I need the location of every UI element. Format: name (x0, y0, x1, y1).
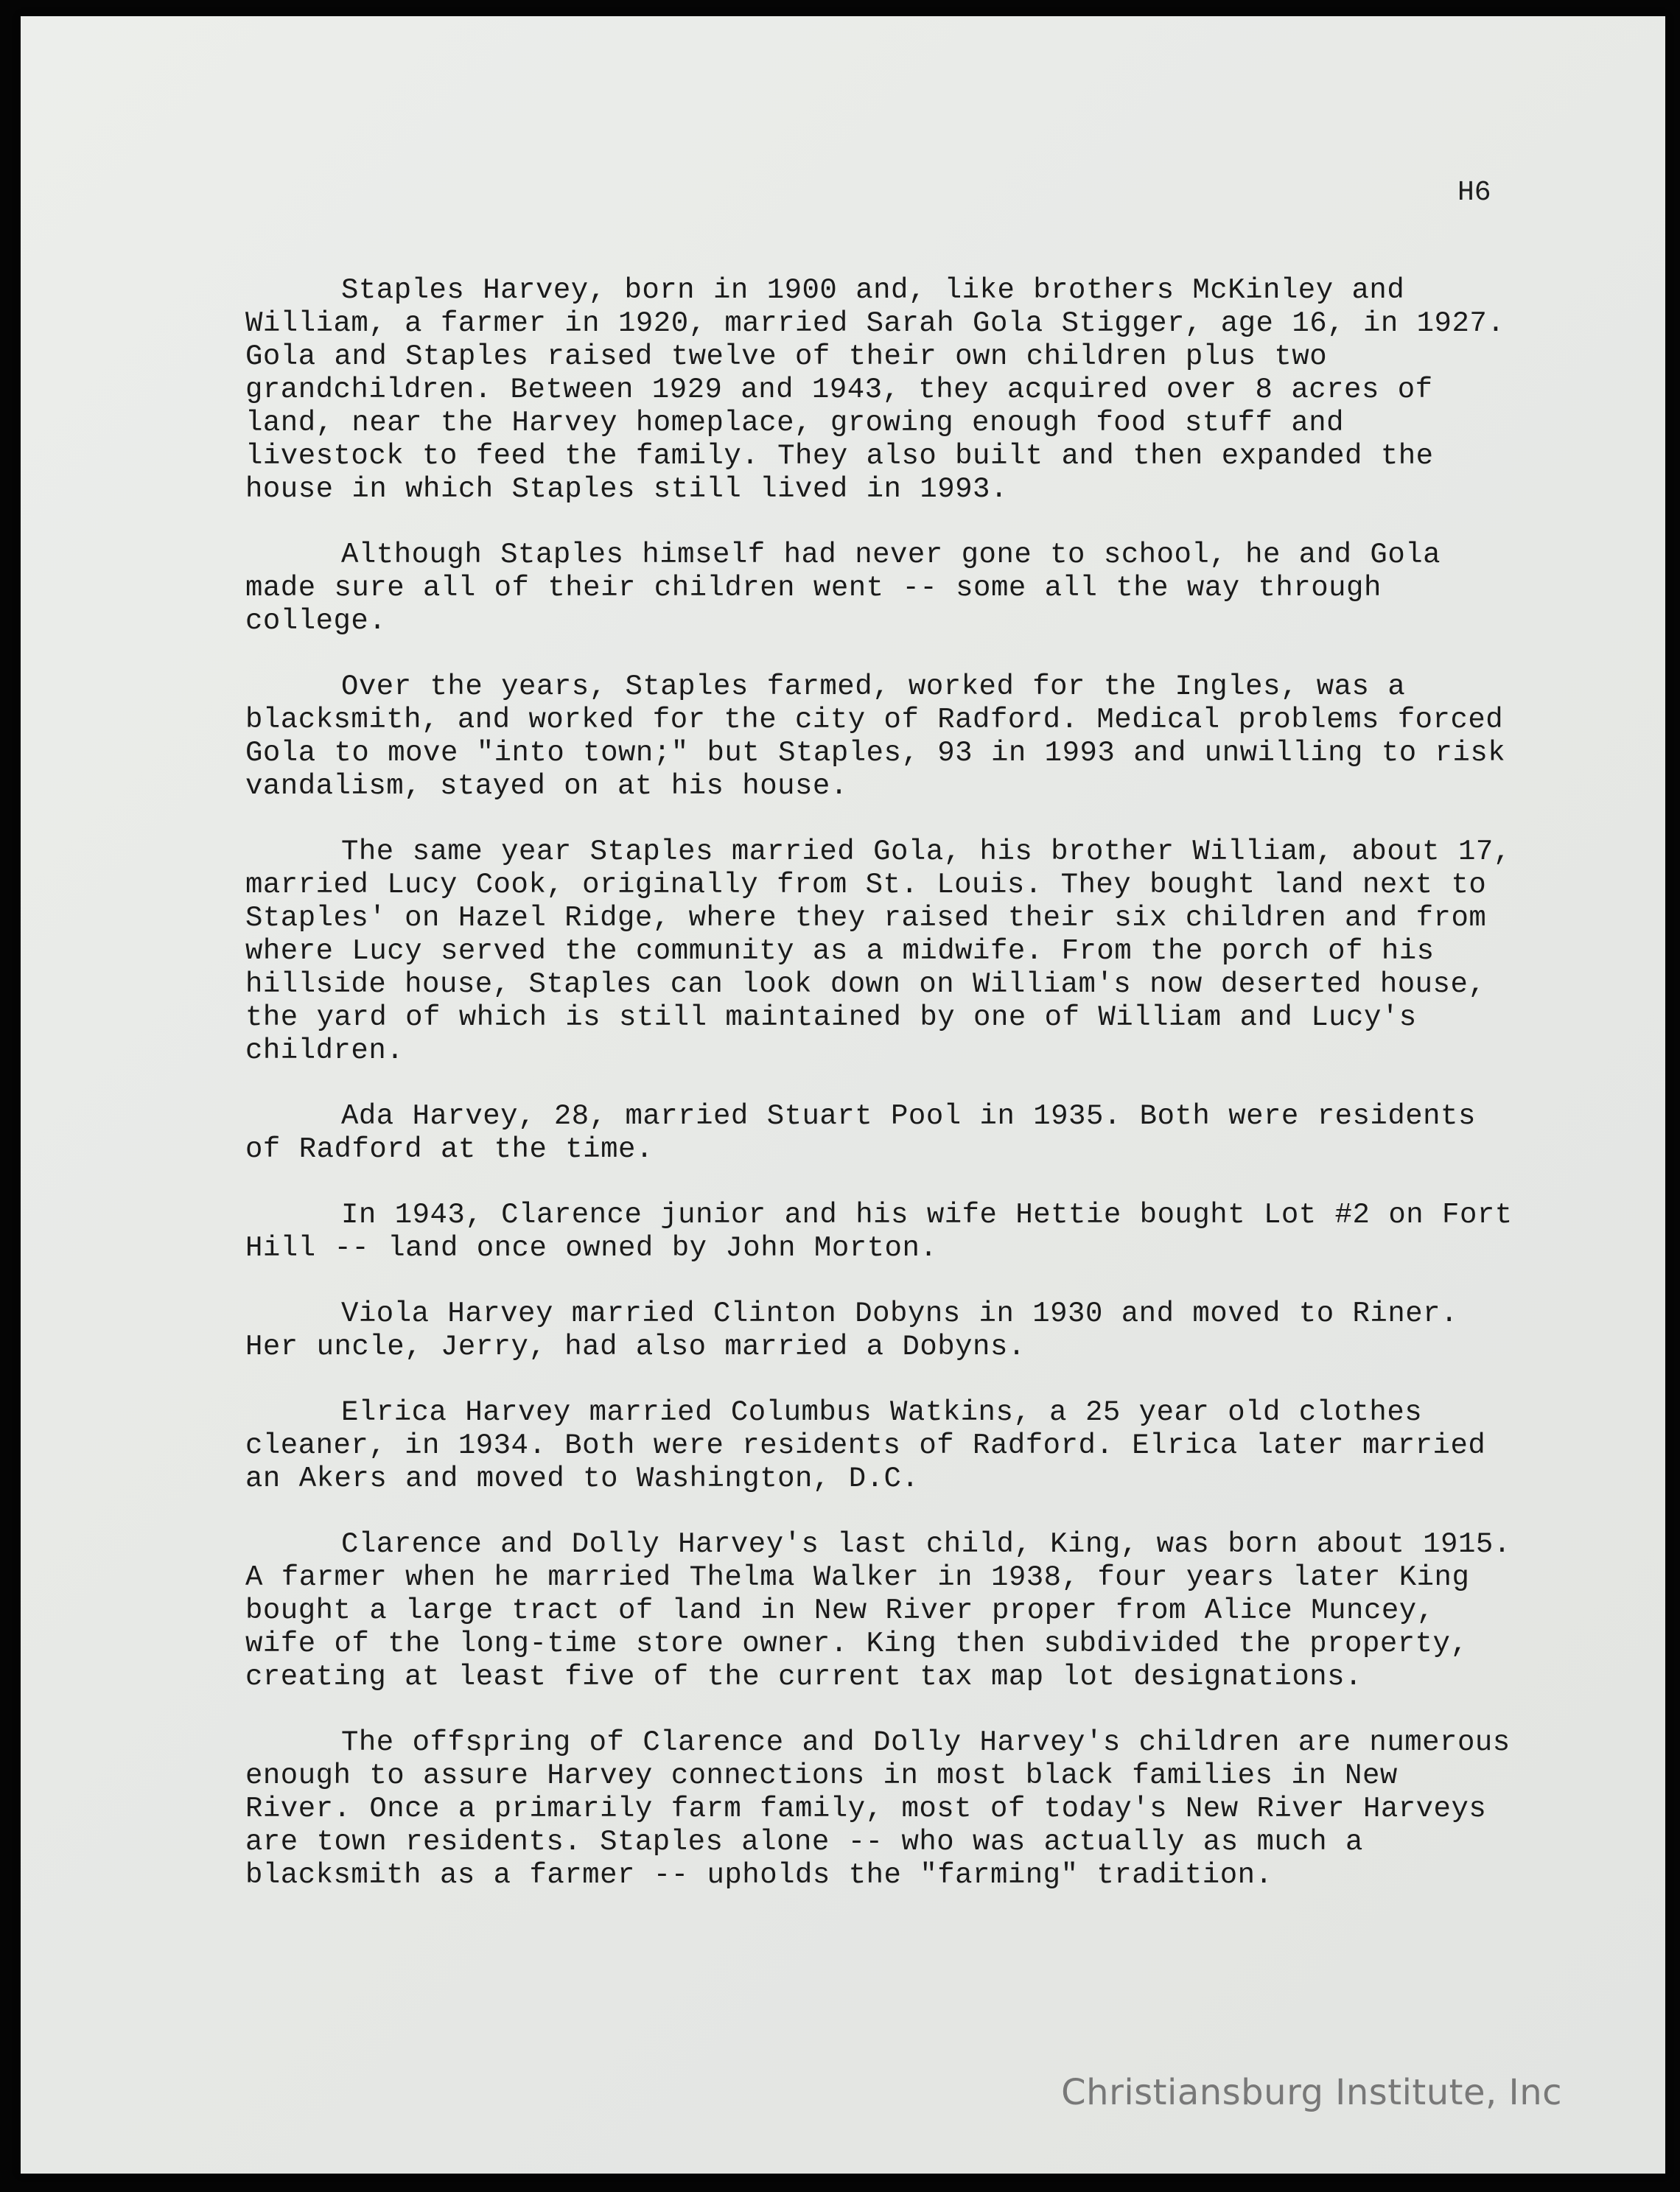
paragraph-offspring: The offspring of Clarence and Dolly Harvey's children are numerous enough to assure Harvey connections in most black families in New River. Once a primarily farm family, most of today's New River Harveys are town residents. Staples alone -- who was actually as much a blacksmith as a farmer -- upholds the "farming" tradition. (245, 1726, 1511, 1891)
paragraph-staples-harvey: Staples Harvey, born in 1900 and, like brothers McKinley and William, a farmer in 1920, married Sarah Gola Stigger, age 16, in 1927. Gola and Staples raised twelve of their own children plus two grandchildren. Between 1929 and 1943, they acquired over 8 acres of land, near the Harvey homeplace, growing enough food stuff and livestock to feed the family. They also built and then expanded the house in which Staples still lived in 1993. (245, 274, 1505, 505)
paragraph-king-harvey: Clarence and Dolly Harvey's last child, King, was born about 1915. A farmer when he married Thelma Walker in 1938, four years later King bought a large tract of land in New River proper from Alice Muncey, wife of the long-time store owner. King then subdivided the property, creating at least five of the current tax map lot designations. (245, 1528, 1511, 1693)
paragraph-clarence-junior: In 1943, Clarence junior and his wife Hettie bought Lot #2 on Fort Hill -- land once owned by John Morton. (245, 1199, 1513, 1264)
paragraph-viola-harvey: Viola Harvey married Clinton Dobyns in 1930 and moved to Riner. Her uncle, Jerry, had also married a Dobyns. (245, 1298, 1458, 1363)
paragraph-william-lucy: The same year Staples married Gola, his brother William, about 17, married Lucy Cook, originally from St. Louis. They bought land next to Staples' on Hazel Ridge, where they raised their six children and from where Lucy served the community as a midwife. From the porch of his hillside house, Staples can look down on William's now deserted house, the yard of which is still maintained by one of William and Lucy's children. (245, 836, 1511, 1067)
document-body (245, 274, 1513, 1925)
page-number: H6 (1457, 177, 1491, 209)
watermark-text: Christiansburg Institute, Inc (1061, 2072, 1562, 2113)
paragraph-elrica-harvey: Elrica Harvey married Columbus Watkins, a 25 year old clothes cleaner, in 1934. Both were residents of Radford. Elrica later married an Akers and moved to Washington, D.C. (245, 1396, 1486, 1495)
paragraph-ada-harvey: Ada Harvey, 28, married Stuart Pool in 1935. Both were residents of Radford at the time. (245, 1100, 1476, 1166)
paragraph-schooling: Although Staples himself had never gone to school, he and Gola made sure all of their children went -- some all the way through college. (245, 539, 1441, 637)
paragraph-staples-work: Over the years, Staples farmed, worked for the Ingles, was a blacksmith, and worked for the city of Radford. Medical problems forced Gola to move "into town;" but Staples, 93 in 1993 and unwilling to risk vandalism, stayed on at his house. (245, 670, 1506, 802)
document-page (21, 16, 1665, 2174)
